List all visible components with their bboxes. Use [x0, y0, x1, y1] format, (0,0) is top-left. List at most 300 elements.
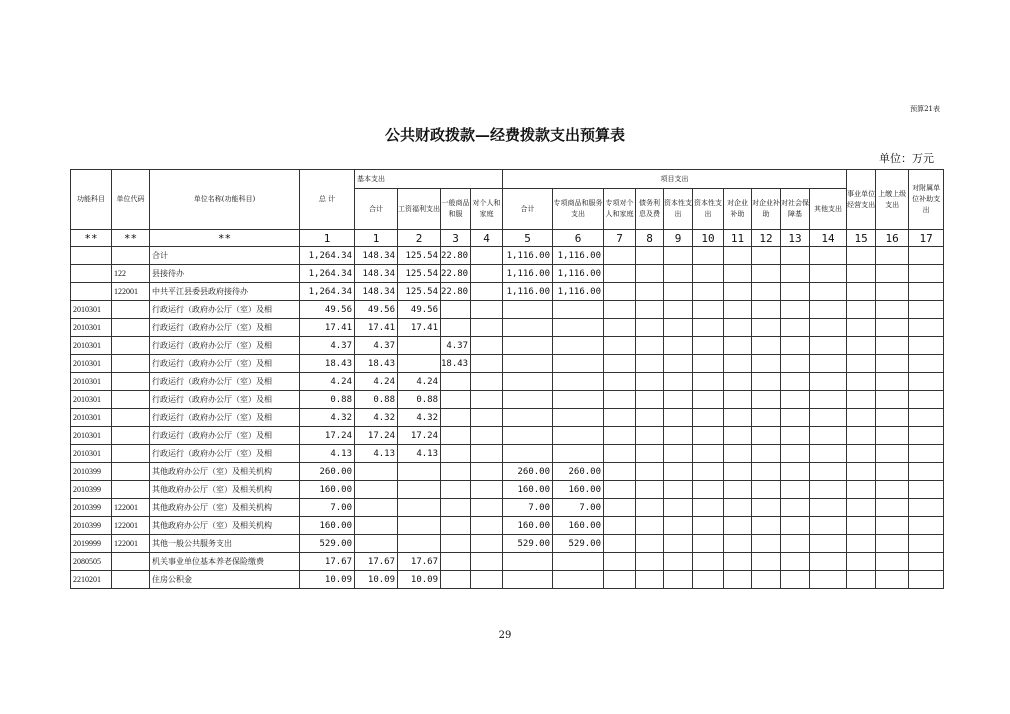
empty-cell: [752, 535, 781, 553]
header-career-unit: 事业单位经营支出: [847, 170, 876, 230]
index-cell: 4: [471, 230, 503, 247]
empty-cell: [847, 571, 876, 589]
value-cell-total: 17.24: [300, 427, 355, 445]
value-cell-wages: [398, 463, 441, 481]
empty-cell: [876, 391, 909, 409]
unit-code-cell: [112, 571, 150, 589]
empty-cell: [604, 427, 636, 445]
value-cell-total: 160.00: [300, 481, 355, 499]
empty-cell: [664, 337, 693, 355]
header-capital-2: 资本性支出: [693, 189, 724, 230]
value-cell-wages: 4.13: [398, 445, 441, 463]
table-row: [71, 355, 944, 373]
value-cell-b-total: [355, 499, 398, 517]
value-cell-special: 529.00: [553, 535, 604, 553]
empty-cell: [781, 571, 810, 589]
value-cell-special: [553, 409, 604, 427]
func-subject-cell: 2010301: [71, 355, 112, 373]
header-project-total: 合计: [503, 189, 553, 230]
empty-cell: [724, 355, 752, 373]
empty-cell: [810, 247, 847, 265]
empty-cell: [781, 535, 810, 553]
empty-cell: [752, 391, 781, 409]
value-cell-goods: [441, 319, 471, 337]
value-cell-wages: 0.88: [398, 391, 441, 409]
empty-cell: [810, 409, 847, 427]
empty-cell: [909, 517, 944, 535]
empty-cell: [636, 499, 664, 517]
value-cell-personal: [471, 535, 503, 553]
unit-name-cell: 其他一般公共服务支出: [150, 535, 300, 553]
empty-cell: [693, 517, 724, 535]
empty-cell: [724, 571, 752, 589]
table-row: [71, 553, 944, 571]
empty-cell: [781, 373, 810, 391]
empty-cell: [876, 337, 909, 355]
empty-cell: [693, 265, 724, 283]
value-cell-p-total: 529.00: [503, 535, 553, 553]
value-cell-p-total: [503, 445, 553, 463]
empty-cell: [636, 373, 664, 391]
table-row: [71, 265, 944, 283]
empty-cell: [724, 301, 752, 319]
empty-cell: [693, 499, 724, 517]
empty-cell: [752, 463, 781, 481]
empty-cell: [781, 553, 810, 571]
value-cell-b-total: 0.88: [355, 391, 398, 409]
empty-cell: [876, 265, 909, 283]
empty-cell: [664, 517, 693, 535]
header-wages: 工资福利支出: [398, 189, 441, 230]
header-capital: 资本性支出: [664, 189, 693, 230]
value-cell-goods: [441, 517, 471, 535]
index-cell: 7: [604, 230, 636, 247]
value-cell-special: [553, 427, 604, 445]
table-row: [71, 427, 944, 445]
header-other: 其他支出: [810, 189, 847, 230]
value-cell-b-total: [355, 481, 398, 499]
empty-cell: [636, 409, 664, 427]
index-cell: 11: [724, 230, 752, 247]
table-row: [71, 481, 944, 499]
value-cell-goods: 22.80: [441, 265, 471, 283]
unit-name-cell: 其他政府办公厅（室）及相关机构: [150, 463, 300, 481]
empty-cell: [752, 499, 781, 517]
unit-code-cell: [112, 445, 150, 463]
value-cell-personal: [471, 337, 503, 355]
value-cell-goods: 4.37: [441, 337, 471, 355]
header-basic-total: 合计: [355, 189, 398, 230]
value-cell-wages: [398, 535, 441, 553]
empty-cell: [664, 373, 693, 391]
empty-cell: [693, 247, 724, 265]
func-subject-cell: 2080505: [71, 553, 112, 571]
table-row: [71, 319, 944, 337]
empty-cell: [693, 445, 724, 463]
empty-cell: [604, 571, 636, 589]
empty-cell: [664, 283, 693, 301]
empty-cell: [636, 283, 664, 301]
empty-cell: [909, 499, 944, 517]
empty-cell: [810, 445, 847, 463]
index-cell: 13: [781, 230, 810, 247]
func-subject-cell: [71, 247, 112, 265]
value-cell-personal: [471, 355, 503, 373]
unit-code-cell: [112, 319, 150, 337]
value-cell-goods: 22.80: [441, 283, 471, 301]
value-cell-b-total: 17.41: [355, 319, 398, 337]
value-cell-personal: [471, 553, 503, 571]
empty-cell: [810, 463, 847, 481]
empty-cell: [604, 517, 636, 535]
value-cell-special: 7.00: [553, 499, 604, 517]
value-cell-total: 529.00: [300, 535, 355, 553]
empty-cell: [724, 481, 752, 499]
header-total: 总 计: [300, 170, 355, 230]
empty-cell: [604, 481, 636, 499]
value-cell-wages: 125.54: [398, 265, 441, 283]
empty-cell: [604, 499, 636, 517]
unit-name-cell: 其他政府办公厅（室）及相关机构: [150, 517, 300, 535]
value-cell-b-total: 17.24: [355, 427, 398, 445]
empty-cell: [724, 535, 752, 553]
value-cell-p-total: 160.00: [503, 517, 553, 535]
empty-cell: [604, 355, 636, 373]
empty-cell: [810, 427, 847, 445]
empty-cell: [810, 355, 847, 373]
value-cell-total: 260.00: [300, 463, 355, 481]
empty-cell: [752, 445, 781, 463]
empty-cell: [724, 409, 752, 427]
value-cell-p-total: [503, 571, 553, 589]
func-subject-cell: [71, 265, 112, 283]
value-cell-personal: [471, 283, 503, 301]
index-cell: **: [112, 230, 150, 247]
empty-cell: [847, 463, 876, 481]
empty-cell: [847, 445, 876, 463]
empty-cell: [847, 247, 876, 265]
empty-cell: [693, 535, 724, 553]
value-cell-p-total: 260.00: [503, 463, 553, 481]
func-subject-cell: 2010301: [71, 373, 112, 391]
empty-cell: [876, 247, 909, 265]
index-cell: 9: [664, 230, 693, 247]
unit-name-cell: 行政运行（政府办公厅（室）及相: [150, 319, 300, 337]
value-cell-p-total: [503, 409, 553, 427]
unit-code-cell: [112, 481, 150, 499]
value-cell-special: 160.00: [553, 481, 604, 499]
value-cell-wages: 17.67: [398, 553, 441, 571]
value-cell-total: 4.24: [300, 373, 355, 391]
value-cell-b-total: 148.34: [355, 265, 398, 283]
empty-cell: [781, 265, 810, 283]
value-cell-special: [553, 571, 604, 589]
empty-cell: [781, 445, 810, 463]
unit-code-cell: [112, 391, 150, 409]
empty-cell: [752, 373, 781, 391]
value-cell-personal: [471, 499, 503, 517]
header-project-personal: 专项对个人和家庭: [604, 189, 636, 230]
empty-cell: [604, 247, 636, 265]
value-cell-total: 17.67: [300, 553, 355, 571]
value-cell-p-total: [503, 427, 553, 445]
unit-name-cell: 行政运行（政府办公厅（室）及相: [150, 391, 300, 409]
value-cell-wages: 4.32: [398, 409, 441, 427]
value-cell-personal: [471, 391, 503, 409]
empty-cell: [724, 499, 752, 517]
func-subject-cell: 2010399: [71, 499, 112, 517]
func-subject-cell: 2210201: [71, 571, 112, 589]
value-cell-special: 160.00: [553, 517, 604, 535]
table-row: [71, 499, 944, 517]
empty-cell: [909, 391, 944, 409]
table-row: [71, 517, 944, 535]
empty-cell: [693, 337, 724, 355]
empty-cell: [781, 517, 810, 535]
value-cell-total: 18.43: [300, 355, 355, 373]
unit-code-cell: [112, 409, 150, 427]
empty-cell: [810, 373, 847, 391]
value-cell-p-total: [503, 355, 553, 373]
index-cell: 12: [752, 230, 781, 247]
func-subject-cell: 2010301: [71, 409, 112, 427]
empty-cell: [876, 355, 909, 373]
empty-cell: [664, 445, 693, 463]
empty-cell: [636, 337, 664, 355]
value-cell-p-total: [503, 319, 553, 337]
value-cell-special: [553, 301, 604, 319]
value-cell-total: 7.00: [300, 499, 355, 517]
unit-code-cell: 122001: [112, 283, 150, 301]
table-row: [71, 463, 944, 481]
empty-cell: [876, 445, 909, 463]
value-cell-goods: 22.80: [441, 247, 471, 265]
empty-cell: [876, 517, 909, 535]
func-subject-cell: 2010301: [71, 427, 112, 445]
value-cell-wages: 17.24: [398, 427, 441, 445]
empty-cell: [876, 427, 909, 445]
header-affiliated: 对附属单位补助支出: [909, 170, 944, 230]
empty-cell: [752, 247, 781, 265]
empty-cell: [664, 355, 693, 373]
empty-cell: [693, 481, 724, 499]
empty-cell: [604, 337, 636, 355]
value-cell-goods: [441, 391, 471, 409]
unit-code-cell: [112, 337, 150, 355]
value-cell-goods: [441, 499, 471, 517]
func-subject-cell: 2010399: [71, 481, 112, 499]
value-cell-special: [553, 319, 604, 337]
empty-cell: [810, 337, 847, 355]
budget-table: [70, 169, 944, 589]
empty-cell: [636, 247, 664, 265]
value-cell-wages: 10.09: [398, 571, 441, 589]
value-cell-b-total: 4.13: [355, 445, 398, 463]
empty-cell: [847, 301, 876, 319]
empty-cell: [664, 499, 693, 517]
empty-cell: [810, 571, 847, 589]
value-cell-b-total: [355, 517, 398, 535]
header-unit-name: 单位名称(功能科目): [150, 170, 300, 230]
empty-cell: [876, 571, 909, 589]
table-row: [71, 301, 944, 319]
value-cell-b-total: 4.32: [355, 409, 398, 427]
empty-cell: [781, 463, 810, 481]
empty-cell: [724, 427, 752, 445]
empty-cell: [752, 481, 781, 499]
value-cell-p-total: 1,116.00: [503, 265, 553, 283]
empty-cell: [604, 409, 636, 427]
value-cell-wages: [398, 481, 441, 499]
value-cell-p-total: [503, 373, 553, 391]
unit-name-cell: 其他政府办公厅（室）及相关机构: [150, 499, 300, 517]
unit-name-cell: 行政运行（政府办公厅（室）及相: [150, 355, 300, 373]
unit-name-cell: 合计: [150, 247, 300, 265]
empty-cell: [724, 553, 752, 571]
empty-cell: [636, 355, 664, 373]
empty-cell: [909, 427, 944, 445]
empty-cell: [847, 283, 876, 301]
empty-cell: [847, 355, 876, 373]
empty-cell: [781, 391, 810, 409]
empty-cell: [752, 553, 781, 571]
unit-code-cell: [112, 355, 150, 373]
empty-cell: [664, 301, 693, 319]
empty-cell: [847, 553, 876, 571]
func-subject-cell: 2010301: [71, 337, 112, 355]
empty-cell: [810, 319, 847, 337]
empty-cell: [693, 427, 724, 445]
empty-cell: [752, 571, 781, 589]
empty-cell: [752, 319, 781, 337]
value-cell-goods: [441, 481, 471, 499]
value-cell-total: 49.56: [300, 301, 355, 319]
empty-cell: [781, 427, 810, 445]
value-cell-personal: [471, 319, 503, 337]
empty-cell: [781, 481, 810, 499]
empty-cell: [876, 301, 909, 319]
unit-code-cell: [112, 463, 150, 481]
empty-cell: [636, 427, 664, 445]
empty-cell: [752, 283, 781, 301]
empty-cell: [781, 337, 810, 355]
value-cell-wages: [398, 337, 441, 355]
empty-cell: [847, 337, 876, 355]
table-header: [71, 170, 944, 230]
empty-cell: [847, 481, 876, 499]
value-cell-wages: [398, 517, 441, 535]
index-cell: 10: [693, 230, 724, 247]
empty-cell: [604, 463, 636, 481]
value-cell-b-total: 4.37: [355, 337, 398, 355]
value-cell-wages: 4.24: [398, 373, 441, 391]
empty-cell: [909, 283, 944, 301]
empty-cell: [664, 391, 693, 409]
value-cell-b-total: [355, 463, 398, 481]
empty-cell: [724, 283, 752, 301]
index-row: [71, 230, 944, 247]
empty-cell: [876, 409, 909, 427]
empty-cell: [909, 463, 944, 481]
empty-cell: [724, 319, 752, 337]
empty-cell: [847, 517, 876, 535]
index-cell: 2: [398, 230, 441, 247]
value-cell-b-total: 49.56: [355, 301, 398, 319]
unit-code-cell: 122001: [112, 499, 150, 517]
func-subject-cell: 2010301: [71, 445, 112, 463]
func-subject-cell: 2010301: [71, 301, 112, 319]
unit-code-cell: [112, 301, 150, 319]
func-subject-cell: 2010399: [71, 463, 112, 481]
empty-cell: [876, 283, 909, 301]
value-cell-special: [553, 337, 604, 355]
value-cell-b-total: 17.67: [355, 553, 398, 571]
value-cell-wages: 49.56: [398, 301, 441, 319]
value-cell-special: [553, 373, 604, 391]
empty-cell: [604, 553, 636, 571]
value-cell-wages: [398, 499, 441, 517]
value-cell-total: 1,264.34: [300, 265, 355, 283]
empty-cell: [693, 319, 724, 337]
empty-cell: [876, 373, 909, 391]
value-cell-total: 4.37: [300, 337, 355, 355]
empty-cell: [909, 337, 944, 355]
unit-name-cell: 行政运行（政府办公厅（室）及相: [150, 373, 300, 391]
value-cell-personal: [471, 445, 503, 463]
empty-cell: [876, 553, 909, 571]
value-cell-b-total: 148.34: [355, 283, 398, 301]
value-cell-personal: [471, 409, 503, 427]
value-cell-total: 4.32: [300, 409, 355, 427]
page-number: 29: [498, 630, 512, 641]
value-cell-goods: [441, 427, 471, 445]
empty-cell: [636, 319, 664, 337]
empty-cell: [847, 409, 876, 427]
empty-cell: [664, 481, 693, 499]
value-cell-personal: [471, 463, 503, 481]
unit-code-cell: [112, 247, 150, 265]
value-cell-wages: 17.41: [398, 319, 441, 337]
empty-cell: [604, 265, 636, 283]
value-cell-special: [553, 553, 604, 571]
unit-label: 单位：万元: [879, 152, 934, 165]
value-cell-total: 0.88: [300, 391, 355, 409]
empty-cell: [909, 265, 944, 283]
empty-cell: [909, 535, 944, 553]
unit-code-cell: 122: [112, 265, 150, 283]
empty-cell: [909, 247, 944, 265]
func-subject-cell: [71, 283, 112, 301]
empty-cell: [810, 499, 847, 517]
value-cell-p-total: 1,116.00: [503, 247, 553, 265]
table-row: [71, 571, 944, 589]
empty-cell: [876, 535, 909, 553]
table-body: [71, 230, 944, 589]
value-cell-wages: 125.54: [398, 247, 441, 265]
empty-cell: [781, 499, 810, 517]
value-cell-wages: 125.54: [398, 283, 441, 301]
value-cell-goods: 18.43: [441, 355, 471, 373]
empty-cell: [752, 409, 781, 427]
empty-cell: [810, 553, 847, 571]
value-cell-personal: [471, 427, 503, 445]
empty-cell: [604, 535, 636, 553]
empty-cell: [604, 445, 636, 463]
value-cell-p-total: [503, 391, 553, 409]
empty-cell: [693, 391, 724, 409]
empty-cell: [876, 481, 909, 499]
value-cell-special: 1,116.00: [553, 283, 604, 301]
